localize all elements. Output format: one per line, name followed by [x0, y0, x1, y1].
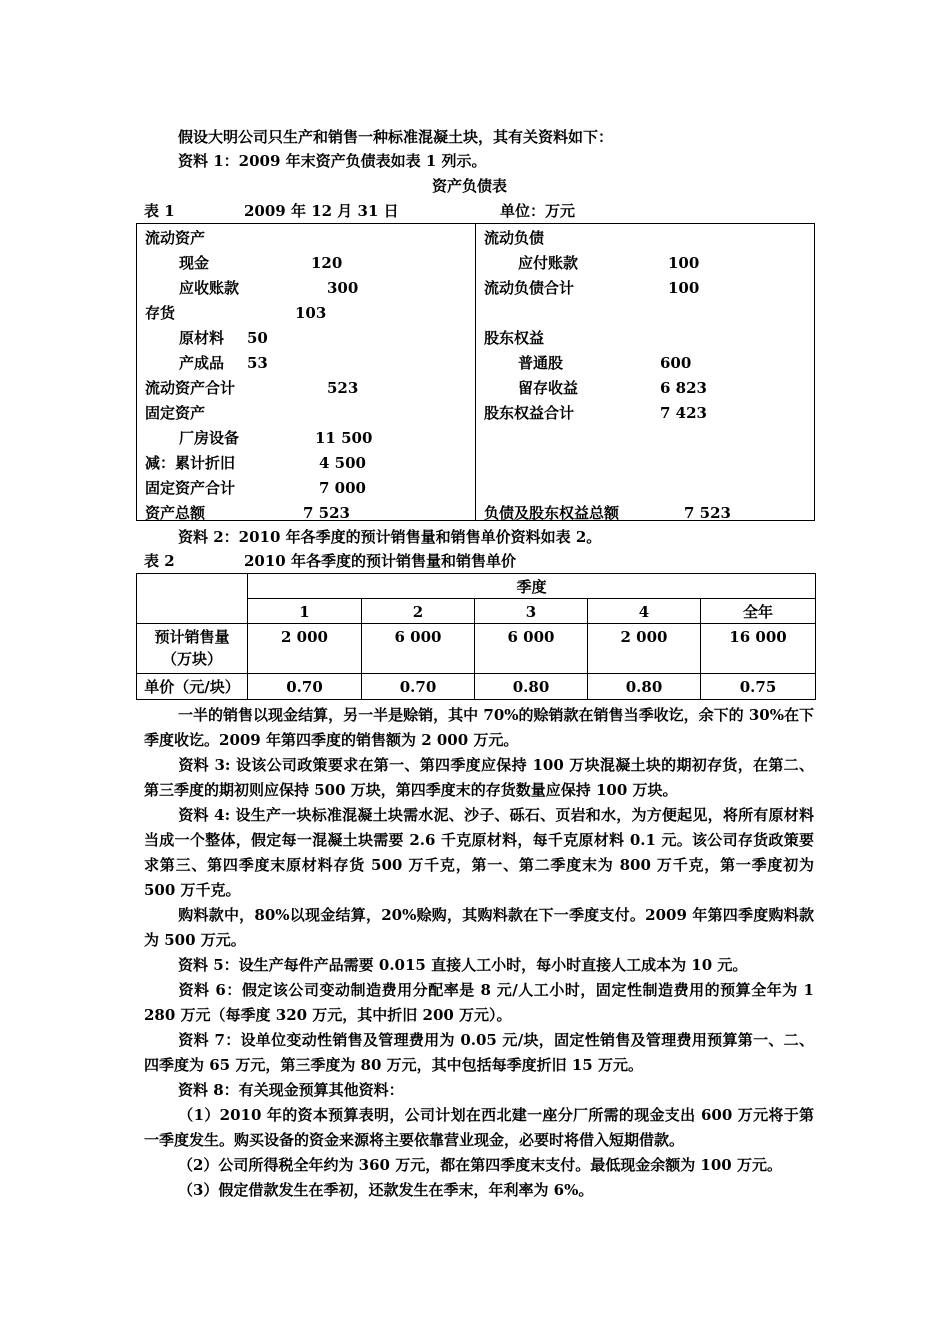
bs-right-label: 流动负债	[484, 229, 545, 247]
price-cell: 0.75	[701, 674, 816, 700]
body-paragraph	[144, 803, 814, 903]
bs-right-value: 7 423	[660, 404, 707, 422]
row-header-price: 单价（元/块）	[137, 674, 248, 700]
bs-right-label: 股东权益	[484, 329, 545, 347]
body-paragraph	[144, 1178, 814, 1203]
table-row	[137, 574, 816, 599]
column-header: 3	[475, 599, 588, 624]
sales-label: 预计销售量	[154, 628, 230, 646]
body-paragraph	[144, 1028, 814, 1078]
bs-left-label: 减：累计折旧	[145, 454, 236, 472]
table2-label: 表 2	[144, 552, 175, 570]
column-header: 4	[588, 599, 701, 624]
bs-right-label: 股东权益合计	[484, 404, 575, 422]
table1-label: 表 1	[144, 202, 175, 220]
price-cell: 0.70	[248, 674, 362, 700]
bs-left-value: 53	[247, 354, 268, 372]
bs-left-value: 4 500	[319, 454, 366, 472]
purchase-terms-text: 购料款中，80%以现金结算，20%赊购，其购料款在下一季度支付。2009 年第四季度购料款为 500 万元。	[144, 906, 814, 949]
bs-right-value: 100	[668, 254, 700, 272]
sales-cell: 6 000	[475, 624, 588, 674]
bs-left-label: 流动资产	[145, 229, 206, 247]
bs-left-label: 应收账款	[179, 279, 240, 297]
bs-left-value: 103	[295, 304, 327, 322]
credit-terms-text: 一半的销售以现金结算，另一半是赊销，其中 70%的赊销款在销售当季收讫，余下的 30%在下季度收讫。2009 年第四季度的销售额为 2 000 万元。	[144, 706, 814, 749]
sales-cell: 2 000	[588, 624, 701, 674]
column-header: 2	[362, 599, 475, 624]
material-8-item-3: （3）假定借款发生在季初，还款发生在季末，年利率为 6%。	[178, 1181, 594, 1199]
bs-right-value: 7 523	[684, 504, 731, 522]
table1-date: 2009 年 12 月 31 日	[244, 202, 399, 220]
bs-left-label: 原材料	[179, 329, 225, 347]
bs-left-value: 50	[247, 329, 268, 347]
material-4-text: 资料 4: 设生产一块标准混凝土块需水泥、沙子、砾石、页岩和水，为方便起见，将所有原材料当成一个整体，假定每一混凝土块需要 2.6 千克原材料，每千克原材料 0.1 元。该公司存货政策要求第三、第四季度末原材料存货 500 万千克，第一、第二季度末为 800 万千克，第一季度初为 500 万千克。	[144, 806, 814, 899]
bs-left-label: 现金	[179, 254, 210, 272]
body-paragraph	[144, 1103, 814, 1153]
table-row	[137, 624, 816, 674]
bs-left-label: 存货	[145, 304, 176, 322]
material-8-item-1: （1）2010 年的资本预算表明，公司计划在西北建一座分厂所需的现金支出 600 万元将于第一季度发生。购买设备的资金来源将主要依靠营业现金，必要时将借入短期借款。	[144, 1106, 814, 1149]
balance-sheet-table	[136, 223, 815, 521]
material-3-text: 资料 3: 设该公司政策要求在第一、第四季度应保持 100 万块混凝土块的期初存货，在第二、第三季度的期初则应保持 500 万块，第四季度末的存货数量应保持 100 万块。	[144, 756, 814, 799]
material-7-text: 资料 7：设单位变动性销售及管理费用为 0.05 元/块，固定性销售及管理费用预算第一、二、四季度为 65 万元，第三季度为 80 万元，其中包括每季度折旧 15 万元。	[144, 1031, 814, 1074]
table-row	[137, 674, 816, 700]
bs-right-label: 留存收益	[518, 379, 579, 397]
table1-title: 资产负债表	[432, 177, 508, 195]
bs-right-label: 普通股	[518, 354, 564, 372]
bs-left-value: 7 000	[319, 479, 366, 497]
column-divider	[475, 224, 476, 520]
price-cell: 0.70	[362, 674, 475, 700]
material-8-text: 资料 8：有关现金预算其他资料：	[178, 1081, 404, 1099]
sales-unit-label: （万块）	[161, 650, 222, 668]
body-paragraph	[144, 953, 814, 978]
corner-cell	[137, 574, 248, 624]
column-header: 1	[248, 599, 362, 624]
quarter-header: 季度	[248, 574, 816, 599]
bs-right-value: 600	[660, 354, 692, 372]
sales-forecast-table	[136, 573, 816, 700]
price-cell: 0.80	[588, 674, 701, 700]
material-1-heading: 资料 1：2009 年末资产负债表如表 1 列示。	[178, 152, 487, 170]
sales-cell: 2 000	[248, 624, 362, 674]
bs-left-label: 固定资产	[145, 404, 206, 422]
sales-cell: 16 000	[701, 624, 816, 674]
bs-left-value: 11 500	[315, 429, 373, 447]
bs-left-value: 7 523	[303, 504, 350, 522]
bs-left-label: 资产总额	[145, 504, 206, 522]
intro-paragraph: 假设大明公司只生产和销售一种标准混凝土块，其有关资料如下：	[178, 128, 614, 146]
body-paragraph	[144, 1153, 814, 1178]
column-header: 全年	[701, 599, 816, 624]
sales-cell: 6 000	[362, 624, 475, 674]
table2-title: 2010 年各季度的预计销售量和销售单价	[244, 552, 516, 570]
bs-left-value: 120	[311, 254, 343, 272]
body-paragraph	[144, 978, 814, 1028]
bs-left-label: 固定资产合计	[145, 479, 236, 497]
bs-left-label: 产成品	[179, 354, 225, 372]
price-cell: 0.80	[475, 674, 588, 700]
bs-right-label: 应付账款	[518, 254, 579, 272]
material-2-heading: 资料 2：2010 年各季度的预计销售量和销售单价资料如表 2。	[178, 528, 602, 546]
material-5-text: 资料 5：设生产每件产品需要 0.015 直接人工小时，每小时直接人工成本为 10 元。	[178, 956, 748, 974]
body-paragraph	[144, 703, 814, 753]
table1-unit: 单位：万元	[500, 202, 576, 220]
bs-left-label: 流动资产合计	[145, 379, 236, 397]
bs-right-value: 100	[668, 279, 700, 297]
body-paragraph	[144, 903, 814, 953]
bs-right-value: 6 823	[660, 379, 707, 397]
body-paragraph	[144, 1078, 814, 1103]
row-header-sales	[137, 624, 248, 674]
bs-left-value: 300	[327, 279, 359, 297]
bs-left-value: 523	[327, 379, 359, 397]
material-6-text: 资料 6：假定该公司变动制造费用分配率是 8 元/人工小时，固定性制造费用的预算全年为 1 280 万元（每季度 320 万元，其中折旧 200 万元）。	[144, 981, 814, 1024]
bs-right-label: 负债及股东权益总额	[484, 504, 620, 522]
bs-right-label: 流动负债合计	[484, 279, 575, 297]
bs-left-label: 厂房设备	[179, 429, 240, 447]
body-paragraph	[144, 753, 814, 803]
material-8-item-2: （2）公司所得税全年约为 360 万元，都在第四季度末支付。最低现金余额为 100 万元。	[178, 1156, 782, 1174]
